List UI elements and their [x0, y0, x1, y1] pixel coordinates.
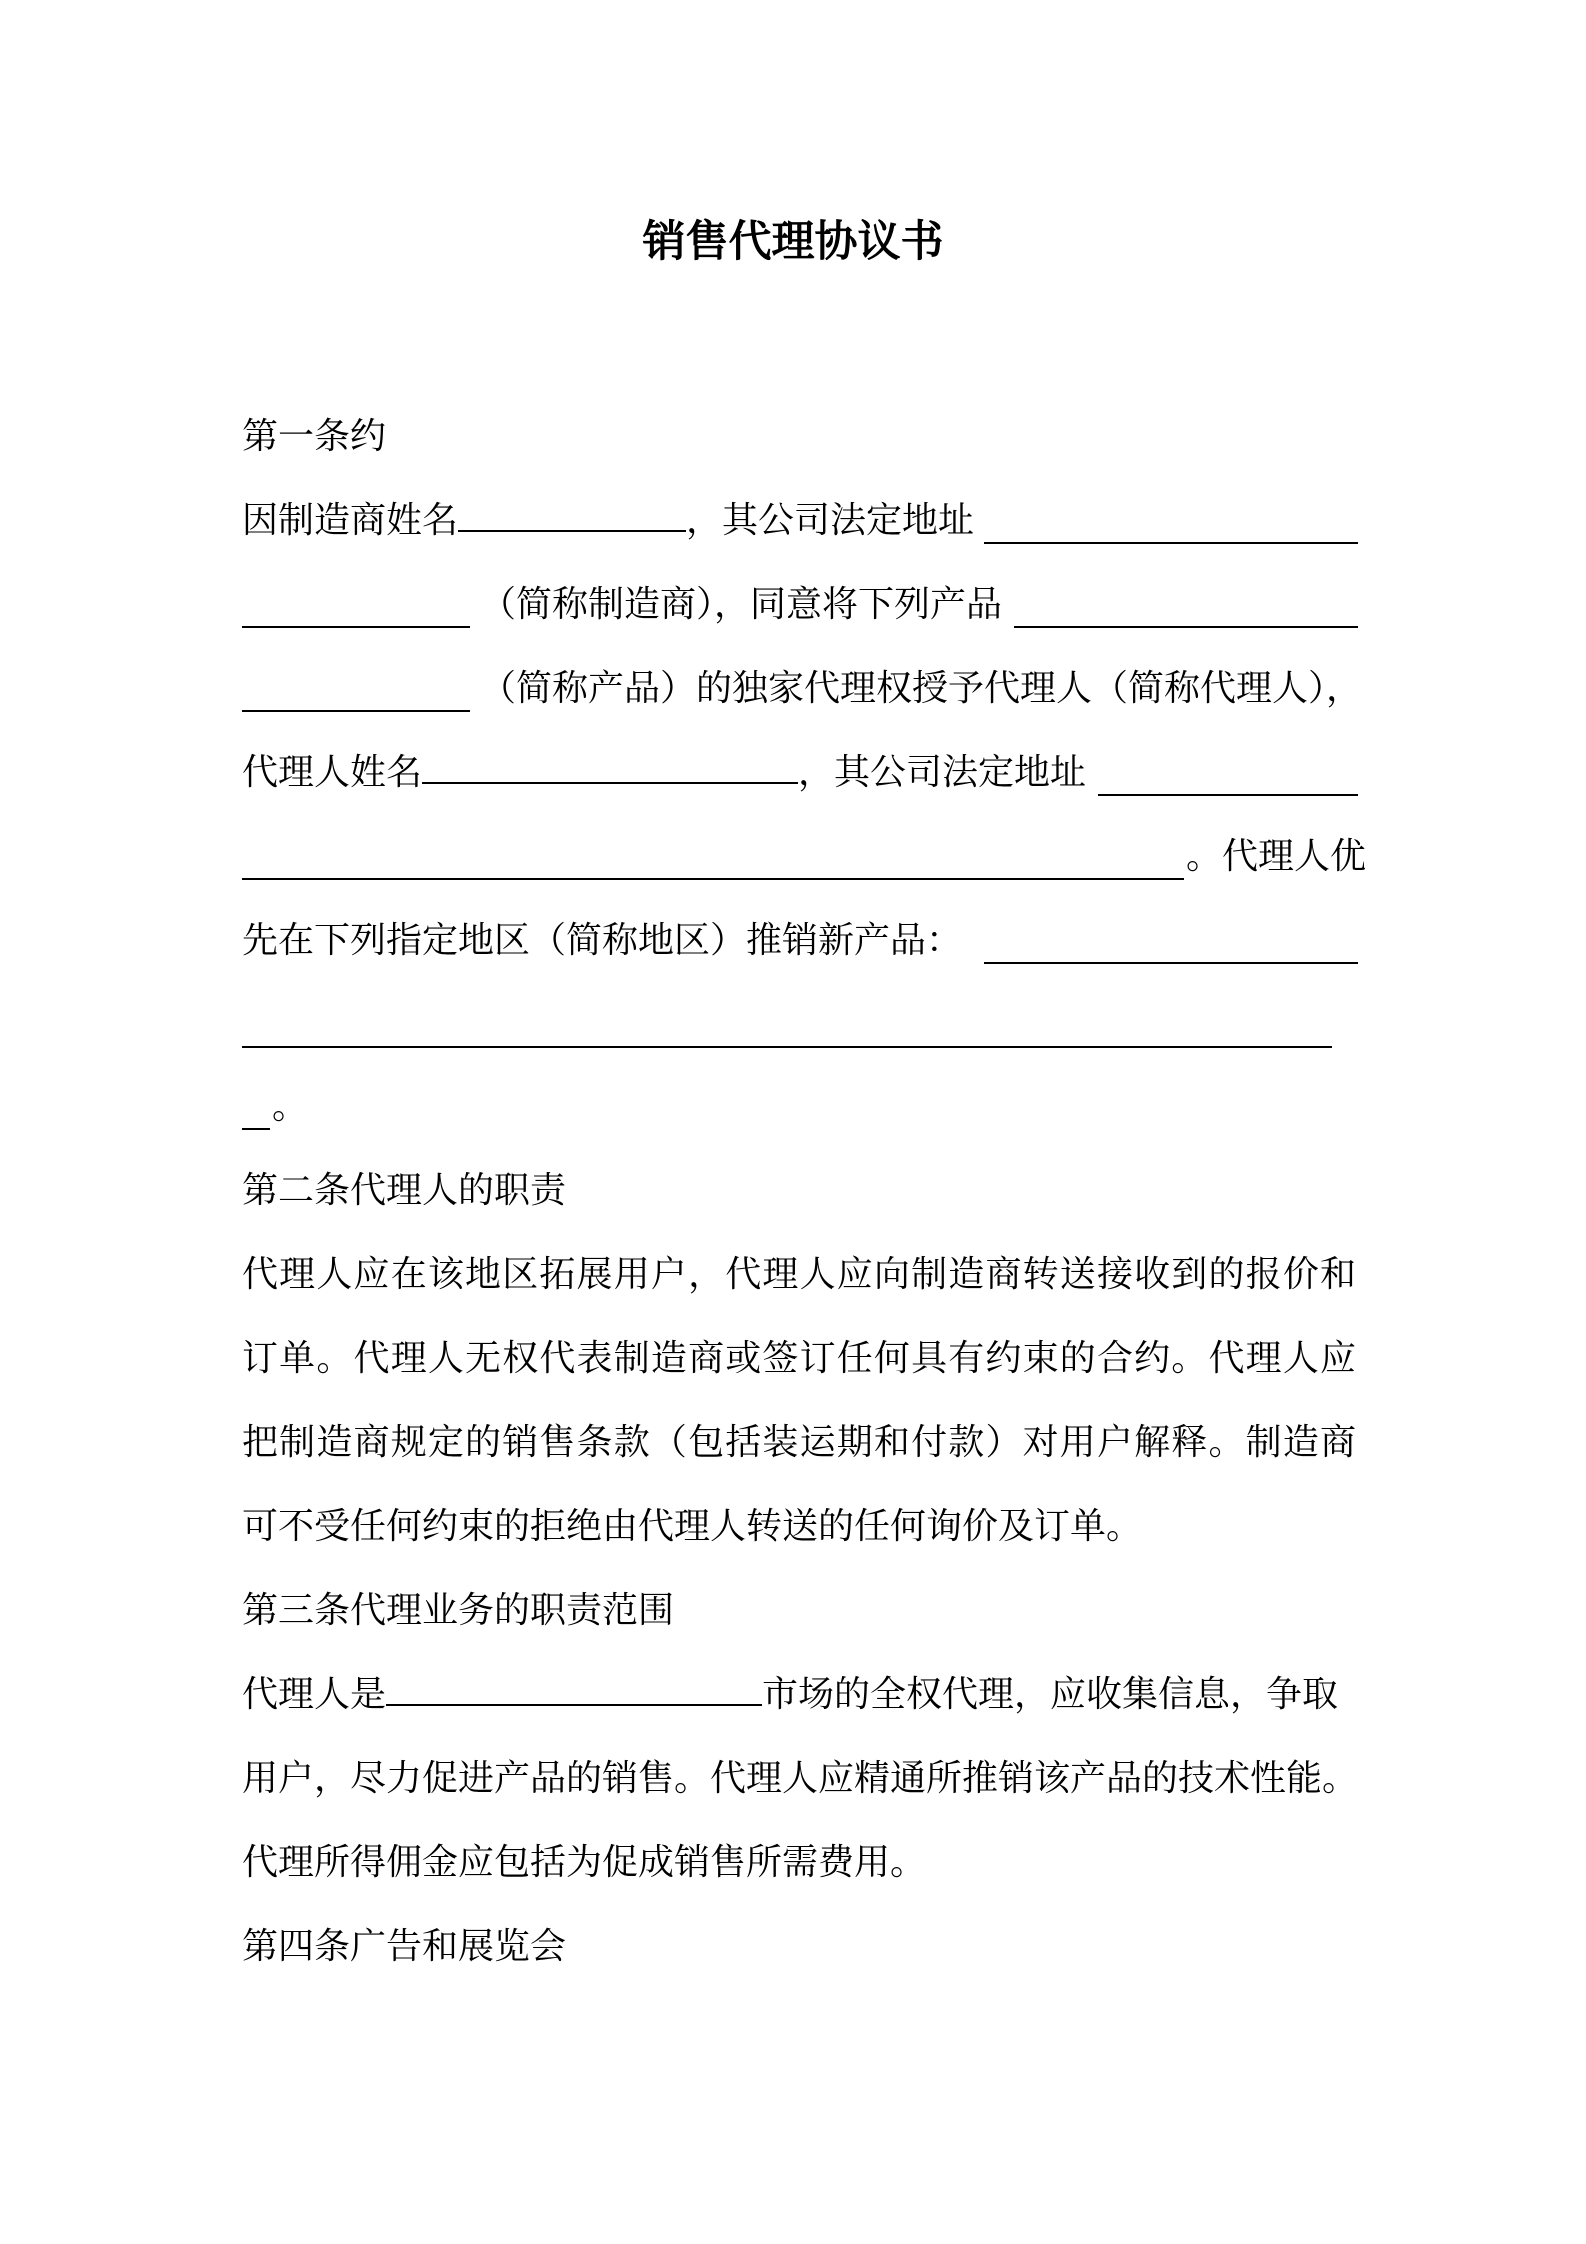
article-2-line-1: 代理人应在该地区拓展用户，代理人应向制造商转送接收到的报价和 — [242, 1254, 1356, 1295]
market-blank[interactable] — [386, 1670, 762, 1706]
agent-name-blank[interactable] — [422, 748, 798, 784]
document-title: 销售代理协议书 — [642, 217, 944, 267]
article-2-heading: 第二条代理人的职责 — [242, 1170, 567, 1211]
territory-blank-end[interactable] — [242, 1128, 270, 1130]
article-3-line-1 — [242, 1670, 1338, 1720]
agent-address-blank-cont[interactable] — [242, 878, 1184, 880]
article-2-line-4: 可不受任何约束的拒绝由代理人转送的任何询价及订单。 — [242, 1506, 1143, 1547]
market-text: 市场的全权代理，应收集信息，争取 — [762, 1674, 1339, 1715]
manufacturer-address-blank[interactable] — [984, 542, 1358, 544]
article-1-line-8: 。 — [272, 1086, 309, 1127]
article-3-heading: 第三条代理业务的职责范围 — [242, 1590, 675, 1631]
article-1-line-6: 先在下列指定地区（简称地区）推销新产品： — [242, 920, 963, 961]
article-3-line-2: 用户，尽力促进产品的销售。代理人应精通所推销该产品的技术性能。 — [242, 1758, 1359, 1799]
article-4-heading: 第四条广告和展览会 — [242, 1926, 567, 1967]
product-blank[interactable] — [1014, 626, 1358, 628]
article-1-line-2: （简称制造商），同意将下列产品 — [480, 584, 1003, 625]
article-1-line-3: （简称产品）的独家代理权授予代理人（简称代理人）， — [480, 668, 1363, 709]
article-2-line-3: 把制造商规定的销售条款（包括装运期和付款）对用户解释。制造商 — [242, 1422, 1356, 1463]
article-3-line-3: 代理所得佣金应包括为促成销售所需费用。 — [242, 1842, 927, 1883]
manufacturer-name-label: 因制造商姓名 — [242, 500, 459, 541]
article-1-heading: 第一条约 — [242, 416, 387, 457]
territory-blank-cont[interactable] — [242, 1046, 1332, 1048]
agent-address-label: ，其公司法定地址 — [798, 752, 1087, 793]
manufacturer-address-label: ，其公司法定地址 — [686, 500, 975, 541]
market-label: 代理人是 — [242, 1674, 387, 1715]
article-2-line-2: 订单。代理人无权代表制造商或签订任何具有约束的合约。代理人应 — [242, 1338, 1356, 1379]
agent-name-label: 代理人姓名 — [242, 752, 423, 793]
product-blank-cont[interactable] — [242, 710, 470, 712]
article-1-line-5: 。代理人优 — [1186, 836, 1367, 877]
article-1-line-4 — [242, 748, 1086, 798]
territory-blank[interactable] — [984, 962, 1358, 964]
agent-address-blank[interactable] — [1098, 794, 1358, 796]
manufacturer-address-blank-cont[interactable] — [242, 626, 470, 628]
manufacturer-name-blank[interactable] — [458, 496, 686, 532]
article-1-line-1 — [242, 496, 974, 546]
